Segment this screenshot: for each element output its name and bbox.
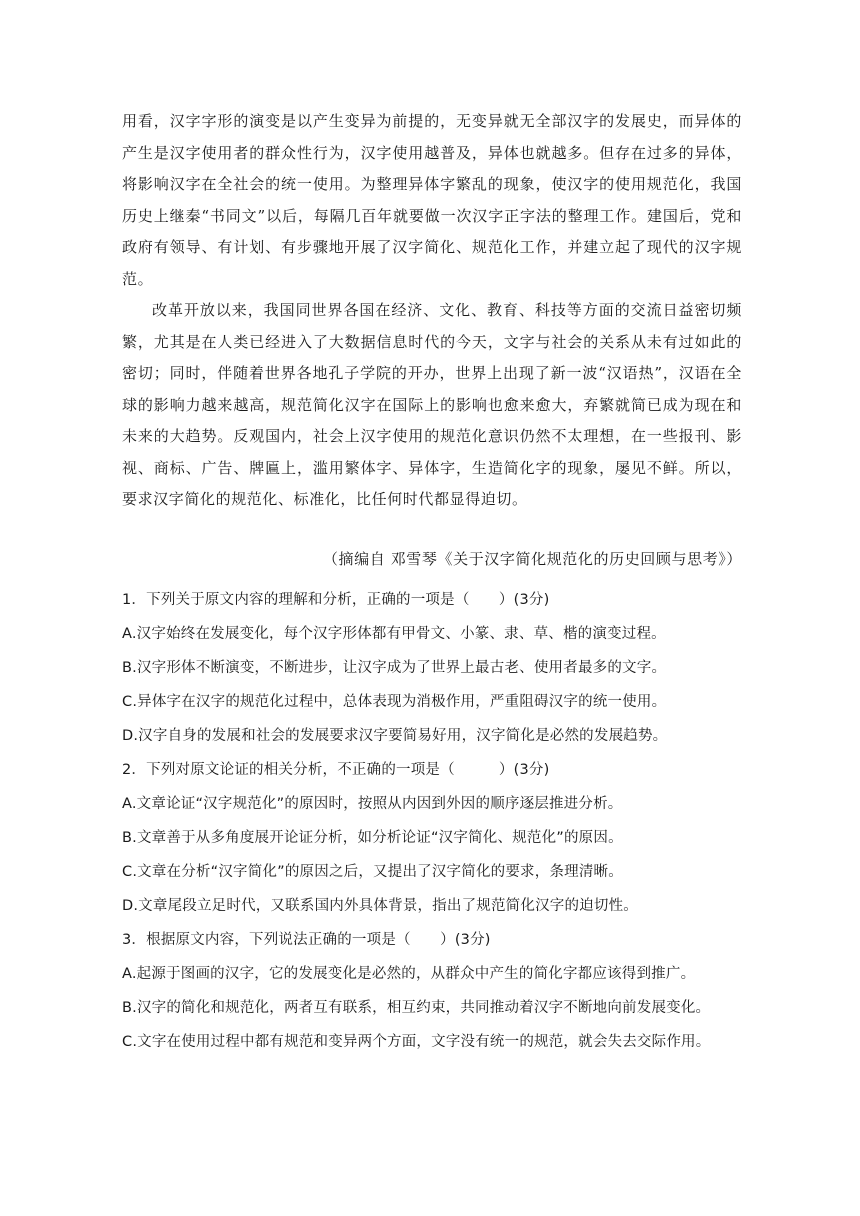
reading-passage	[122, 106, 742, 516]
question-option: C.文章在分析“汉字简化”的原因之后，又提出了汉字简化的要求，条理清晰。	[122, 864, 623, 880]
question-option: B.汉字的简化和规范化，两者互有联系，相互约束，共同推动着汉字不断地向前发展变化。	[122, 999, 711, 1016]
question-option: D.文章尾段立足时代，又联系国内外具体背景，指出了规范简化汉字的迫切性。	[122, 898, 638, 914]
passage-source: （摘编自 邓雪琴《关于汉字简化规范化的历史回顾与思考》）	[322, 550, 742, 568]
question-2	[122, 753, 742, 923]
passage-paragraph: 用看，汉字字形的演变是以产生变异为前提的，无变异就无全部汉字的发展史，而异体的产生是汉字使用者的群众性行为，汉字使用越普及，异体也就越多。但存在过多的异体，将影响汉字在全社会的统一使用。为整理异体字繁乱的现象，使汉字的使用规范化，我国历史上继秦“书同文”以后，每隔几百年就要做一次汉字正字法的整理工作。建国后，党和政府有领导、有计划、有步骤地开展了汉字简化、规范化工作，并建立起了现代的汉字规范。	[122, 112, 742, 288]
question-option: A.文章论证“汉字规范化”的原因时，按照从内因到外因的顺序逐层推进分析。	[122, 796, 623, 812]
question-stem: 1．下列关于原文内容的理解和分析，正确的一项是（ ）(3分)	[122, 592, 550, 608]
question-option: B.文章善于从多角度展开论证分析，如分析论证“汉字简化、规范化”的原因。	[122, 830, 623, 846]
question-3	[122, 923, 742, 1059]
question-1	[122, 583, 742, 753]
question-stem: 3．根据原文内容，下列说法正确的一项是（ ）(3分)	[122, 932, 491, 948]
question-option: B.汉字形体不断演变，不断进步，让汉字成为了世界上最古老、使用者最多的文字。	[122, 660, 667, 676]
passage-paragraph: 改革开放以来，我国同世界各国在经济、文化、教育、科技等方面的交流日益密切频繁，尤其是在人类已经进入了大数据信息时代的今天，文字与社会的关系从未有过如此的密切；同时，伴随着世界各地孔子学院的开办，世界上出现了新一波“汉语热”，汉语在全球的影响力越来越高，规范简化汉字在国际上的影响也愈来愈大，弃繁就简已成为现在和未来的大趋势。反观国内，社会上汉字使用的规范化意识仍然不太理想，在一些报刊、影视、商标、广告、牌匾上，滥用繁体字、异体字，生造简化字的现象，屡见不鲜。所以，要求汉字简化的规范化、标准化，比任何时代都显得迫切。	[122, 301, 742, 508]
question-option: C.文字在使用过程中都有规范和变异两个方面，文字没有统一的规范，就会失去交际作用。	[122, 1033, 711, 1050]
question-option: A.汉字始终在发展变化，每个汉字形体都有甲骨文、小篆、隶、草、楷的演变过程。	[122, 626, 666, 642]
question-option: C.异体字在汉字的规范化过程中，总体表现为消极作用，严重阻碍汉字的统一使用。	[122, 694, 667, 710]
question-option: A.起源于图画的汉字，它的发展变化是必然的，从群众中产生的简化字都应该得到推广。	[122, 966, 696, 982]
question-stem: 2．下列对原文论证的相关分析，不正确的一项是（ ）(3分)	[122, 762, 550, 778]
question-option: D.汉字自身的发展和社会的发展要求汉字要简易好用，汉字简化是必然的发展趋势。	[122, 728, 668, 744]
question-list	[122, 583, 742, 1059]
